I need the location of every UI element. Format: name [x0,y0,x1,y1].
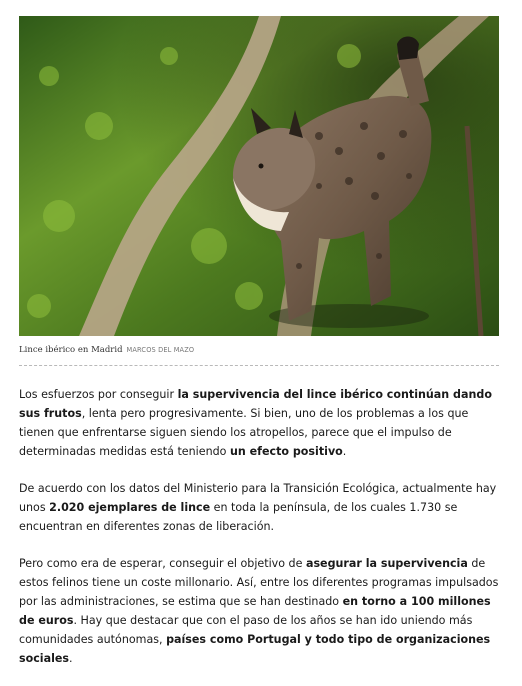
p1-bold-1: la supervivencia del lince ibérico continúan dando sus frutos [19,388,492,420]
p1-bold-2: un efecto positivo [229,445,343,458]
p3-text-4: . [69,652,73,665]
paragraph-3 [19,554,503,668]
lynx-photo-image [19,16,499,336]
p2-text-2: en toda la península, de los cuales 1.730 se encuentran en diferentes zonas de liberación. [19,501,458,533]
p1-text-1: Los esfuerzos por conseguir [19,388,178,401]
caption-text: Lince ibérico en Madrid [19,345,123,355]
article-body [19,385,503,686]
paragraph-1 [19,385,503,461]
p3-bold-1: asegurar la supervivencia [305,557,468,570]
article-photo[interactable] [19,16,499,336]
p2-bold-1: 2.020 ejemplares de lince [49,501,211,514]
caption-divider [19,365,499,366]
p3-text-1: Pero como era de esperar, conseguir el objetivo de [19,557,306,570]
paragraph-2 [19,479,503,536]
p3-bold-2: en torno a 100 millones de euros [19,595,491,627]
p1-text-2: , lenta pero progresivamente. Si bien, uno de los problemas a los que tienen que enfrentarse siguen siendo los atropellos, parece que el impulso de determinadas medidas está teniendo [19,407,469,458]
p1-text-3: . [342,445,347,458]
p3-bold-3: países como Portugal y todo tipo de organizaciones sociales [19,633,491,665]
photo-caption [19,343,499,357]
p3-text-2: de estos felinos tiene un coste millonario. Así, entre los diferentes programas impulsados por las administraciones, se estima que se han destinado [19,557,499,608]
p3-text-3: . Hay que destacar que con el paso de los años se han ido uniendo más comunidades autónomas, [19,614,473,646]
p2-text-1: De acuerdo con los datos del Ministerio para la Transición Ecológica, actualmente hay unos [19,482,497,514]
photo-credit: MARCOS DEL MAZO [126,346,195,354]
